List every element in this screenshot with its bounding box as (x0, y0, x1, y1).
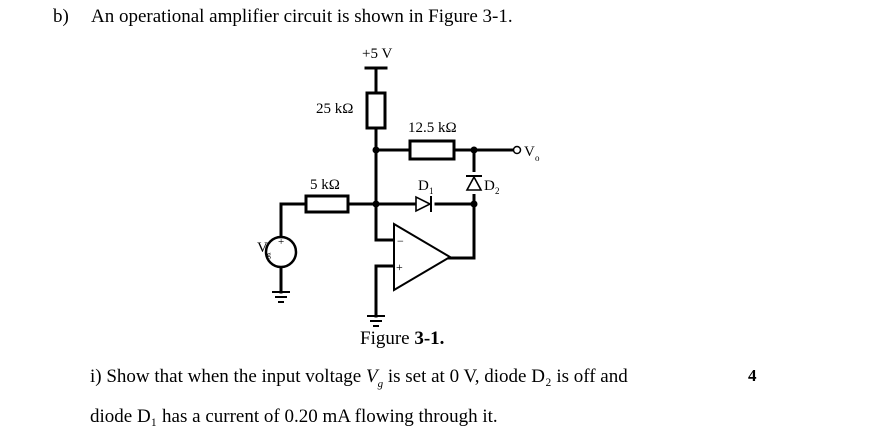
d1-label: D (418, 178, 429, 194)
figure-caption (360, 328, 444, 350)
figure-caption-number: 3-1. (414, 328, 445, 349)
source-label: V (257, 240, 268, 256)
node-dot-top (373, 147, 380, 154)
part-i-after: is set at 0 V, diode D₂ is off and (383, 366, 628, 387)
supply-label: +5 V (362, 46, 393, 62)
r-input-label: 5 kΩ (310, 177, 340, 193)
source-sub: g (267, 250, 271, 259)
part-i-before: i) Show that when the input voltage (90, 366, 366, 387)
opamp-plus: + (396, 260, 403, 274)
node-dot-d1 (471, 201, 478, 208)
diode-d2 (466, 172, 482, 194)
resistor-25k (367, 93, 385, 128)
node-dot-inverting (373, 201, 380, 208)
part-i-line1 (90, 366, 628, 390)
d1-sub: 1 (429, 186, 434, 196)
diode-d1 (408, 196, 431, 212)
output-terminal (514, 147, 521, 154)
d2-label: D (484, 178, 495, 194)
d2-sub: 2 (495, 186, 500, 196)
question-label: b) (53, 6, 69, 27)
resistor-12k5 (410, 141, 454, 159)
r-top-label: 25 kΩ (316, 101, 354, 117)
resistor-5k (306, 196, 348, 212)
part-i-var: V (365, 366, 378, 387)
output-label: V (524, 144, 535, 160)
source-plus: + (278, 236, 285, 248)
figure-caption-prefix: Figure (360, 328, 415, 349)
part-i-line2: diode D₁ has a current of 0.20 mA flowing through it. (90, 406, 498, 427)
part-i-var-sub: g (377, 377, 384, 390)
node-dot-output (471, 147, 478, 154)
marks: 4 (748, 366, 757, 385)
output-sub: o (535, 153, 540, 163)
r-feedback-label: 12.5 kΩ (408, 120, 457, 136)
opamp-minus: − (397, 234, 404, 248)
question-text: An operational amplifier circuit is shown in Figure 3-1. (91, 6, 513, 27)
